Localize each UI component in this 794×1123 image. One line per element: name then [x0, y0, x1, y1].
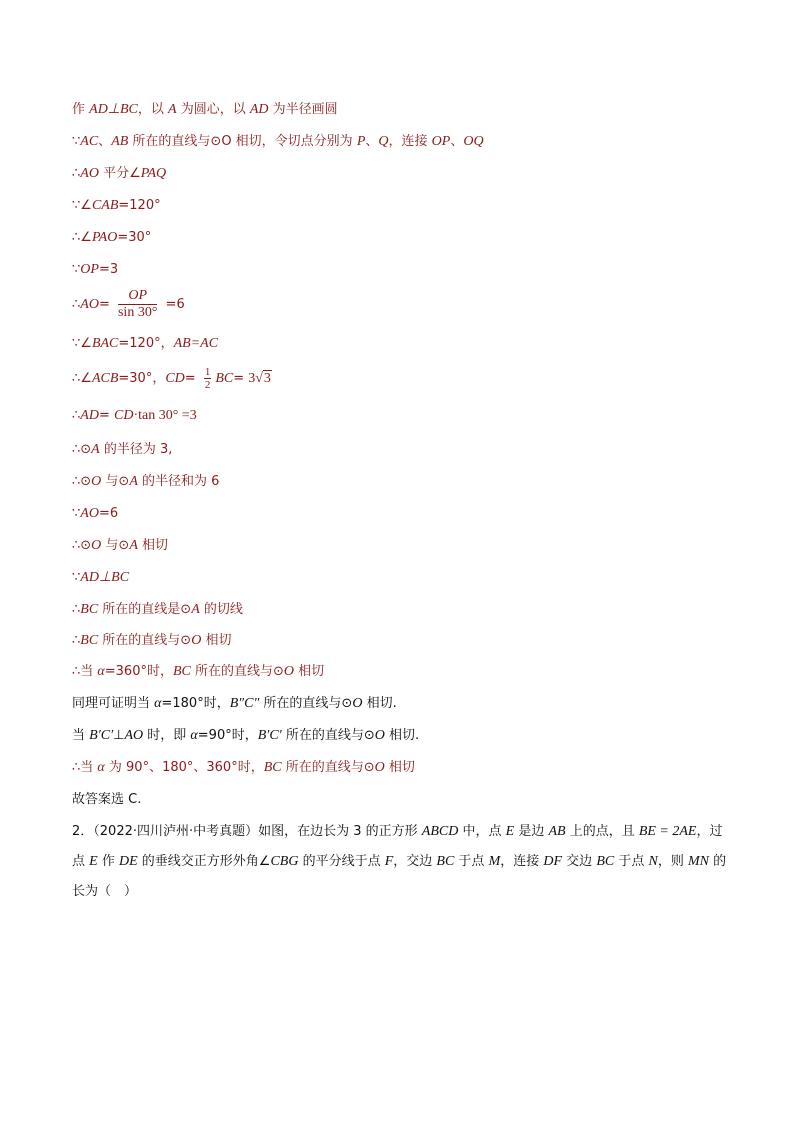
math: AC — [80, 134, 99, 149]
text: 于点 — [614, 854, 649, 869]
text: =6 — [98, 506, 119, 521]
text: =120°， — [118, 336, 174, 351]
text: 、 — [98, 134, 112, 149]
text: =30° — [117, 230, 152, 245]
text: 上的点，且 — [565, 824, 639, 839]
text: ∵ — [72, 570, 81, 585]
text: ∴当 — [72, 664, 98, 679]
text: 为圆心，以 — [176, 102, 250, 117]
math: AD — [80, 408, 99, 423]
text: ⊥ — [113, 728, 125, 743]
math: DE — [118, 854, 138, 869]
math: O — [91, 538, 102, 553]
text: = — [98, 408, 114, 423]
math: ·tan 30° =3 — [133, 408, 197, 423]
text: 作 — [72, 102, 90, 117]
text: 于点 — [454, 854, 489, 869]
text: 所在的直线与⊙O 相切，令切点分别为 — [128, 134, 357, 149]
text: =360°时， — [104, 664, 173, 679]
math: B′C′ — [257, 728, 282, 743]
math: A — [129, 538, 138, 553]
math: O — [283, 664, 295, 679]
text: 相切 — [201, 633, 232, 648]
math: P — [356, 134, 366, 149]
math: A — [91, 442, 100, 457]
text: 所在的直线是⊙ — [98, 602, 192, 617]
text: = — [184, 371, 200, 386]
math: OQ — [463, 134, 484, 149]
text: ∵∠ — [72, 198, 92, 213]
sqrt-sign: √ — [255, 371, 263, 386]
text: ∴当 — [72, 760, 98, 775]
math: AD⊥BC — [80, 570, 130, 585]
math: O — [374, 728, 385, 743]
denominator: 2 — [204, 379, 211, 391]
text: =120° — [118, 198, 161, 213]
math: AD — [249, 102, 269, 117]
math: Q — [378, 134, 389, 149]
math: E — [505, 824, 515, 839]
text: 2．（2022·四川泸州·中考真题）如图，在边长为 3 的正方形 — [72, 824, 422, 839]
text: =180°时， — [161, 696, 230, 711]
solution-line-4 — [72, 197, 161, 215]
text: ∴⊙ — [72, 474, 92, 489]
solution-line-14 — [72, 537, 168, 555]
math: ABCD — [421, 824, 459, 839]
text: =3 — [98, 262, 119, 277]
math: BC — [263, 760, 282, 775]
math: OP — [431, 134, 451, 149]
math: A — [129, 474, 138, 489]
text: 、 — [450, 134, 464, 149]
text: 所在的直线与⊙ — [259, 696, 353, 711]
text: 为 90°、180°、360°时， — [104, 760, 264, 775]
text: =6 — [161, 297, 185, 312]
math: BE = 2AE — [638, 824, 697, 839]
solution-line-7 — [72, 288, 185, 321]
text: 为半径画圆 — [268, 102, 338, 117]
text: ∴⊙ — [72, 538, 92, 553]
fraction — [118, 288, 157, 321]
text: ，则 — [657, 854, 688, 869]
text: ，过点 — [72, 824, 723, 869]
solution-line-21 — [72, 759, 415, 777]
text: 与⊙ — [101, 538, 130, 553]
math: BC — [215, 371, 234, 386]
text: 的半径和为 6 — [137, 474, 220, 489]
text: =30°， — [118, 371, 166, 386]
math: A — [168, 102, 177, 117]
text: 所在的直线与⊙ — [98, 633, 192, 648]
text: ∵ — [72, 262, 81, 277]
numerator: OP — [118, 288, 157, 305]
math: O — [352, 696, 363, 711]
math: F — [384, 854, 394, 869]
text: 所在的直线与⊙ — [190, 664, 284, 679]
text: ∵ — [72, 134, 81, 149]
text: 时，即 — [143, 728, 191, 743]
text: ∴⊙ — [72, 442, 92, 457]
math: OP — [80, 262, 99, 277]
text: 相切 — [294, 664, 325, 679]
text: 相切. — [384, 728, 420, 743]
fraction — [204, 366, 212, 391]
text: 中，点 — [458, 824, 506, 839]
math: B″C″ — [229, 696, 260, 711]
math: BC — [172, 664, 191, 679]
solution-line-15 — [72, 569, 129, 587]
math: AO — [124, 728, 144, 743]
solution-line-16 — [72, 601, 243, 619]
math: A — [191, 602, 200, 617]
solution-line-11 — [72, 441, 172, 459]
denominator: sin 30° — [117, 305, 158, 320]
text: ∴∠ — [72, 230, 92, 245]
math: AB — [111, 134, 129, 149]
math: ACB — [91, 371, 119, 386]
math: α — [190, 728, 198, 743]
solution-line-5 — [72, 229, 151, 247]
text: = — [233, 371, 249, 386]
text: 的长为（ ） — [72, 854, 727, 899]
math: α — [154, 696, 162, 711]
text: ∴ — [72, 602, 81, 617]
math: O — [91, 474, 102, 489]
text: 是边 — [514, 824, 549, 839]
text: 所在的直线与⊙ — [281, 760, 375, 775]
math: AD⊥BC — [89, 102, 138, 117]
math: PAQ — [140, 166, 167, 181]
math: BC — [80, 602, 99, 617]
text: = — [98, 297, 114, 312]
text: 的平分线于点 — [298, 854, 385, 869]
math: DF — [543, 854, 563, 869]
math: BAC — [91, 336, 119, 351]
text: 的半径为 3, — [99, 442, 173, 457]
text: ，以 — [137, 102, 169, 117]
math: CAB — [91, 198, 119, 213]
math: O — [374, 760, 385, 775]
math: M — [488, 854, 501, 869]
solution-line-17 — [72, 632, 231, 650]
text: ∴∠ — [72, 371, 92, 386]
math: N — [648, 854, 658, 869]
text: ∵∠ — [72, 336, 92, 351]
solution-line-20 — [72, 727, 419, 745]
solution-line-12 — [72, 473, 219, 491]
solution-line-1 — [72, 101, 338, 119]
solution-line-19 — [72, 695, 397, 713]
solution-line-9 — [72, 366, 272, 391]
text: ，连接 — [500, 854, 544, 869]
text: 、 — [365, 134, 379, 149]
text: 同理可证明当 — [72, 696, 155, 711]
text: ∴ — [72, 633, 81, 648]
text: ∴ — [72, 166, 81, 181]
math: B′C′ — [89, 728, 114, 743]
math: AB — [548, 824, 566, 839]
math: BC — [436, 854, 455, 869]
text: 作 — [97, 854, 119, 869]
math: AO — [80, 166, 99, 181]
solution-line-6 — [72, 261, 118, 279]
math: AB=AC — [173, 336, 219, 351]
math: BC — [596, 854, 615, 869]
math: AO — [80, 297, 99, 312]
math: AO — [80, 506, 99, 521]
text: 故答案选 C. — [72, 792, 142, 807]
text: 当 — [72, 728, 90, 743]
text: 相切 — [137, 538, 169, 553]
radicand: 3 — [263, 371, 271, 386]
text: 的垂线交正方形外角∠ — [137, 854, 271, 869]
sqrt — [263, 370, 272, 388]
math: BC — [80, 633, 99, 648]
math: PAO — [91, 230, 118, 245]
text: =90°时， — [197, 728, 258, 743]
text: 所在的直线与⊙ — [281, 728, 375, 743]
math: O — [191, 633, 202, 648]
text: 交边 — [562, 854, 597, 869]
math: MN — [687, 854, 709, 869]
text: 与⊙ — [101, 474, 130, 489]
solution-line-3 — [72, 165, 166, 183]
text: ，连接 — [388, 134, 432, 149]
math: CD — [113, 408, 134, 423]
math: CBG — [270, 854, 299, 869]
text: 的切线 — [199, 602, 243, 617]
solution-line-18 — [72, 663, 324, 681]
math: α — [97, 760, 105, 775]
math: CD — [165, 371, 185, 386]
solution-line-22 — [72, 791, 141, 809]
text: ，交边 — [393, 854, 437, 869]
text: 平分∠ — [98, 166, 141, 181]
math: 3 — [248, 371, 256, 386]
math: E — [89, 854, 98, 869]
solution-line-2 — [72, 133, 484, 151]
solution-line-10 — [72, 407, 197, 425]
numerator: 1 — [204, 366, 211, 378]
solution-line-8 — [72, 335, 218, 353]
question-2 — [72, 817, 732, 907]
text: 相切. — [362, 696, 397, 711]
text: ∴ — [72, 408, 81, 423]
text: ∵ — [72, 506, 81, 521]
math: α — [97, 664, 105, 679]
text: ∴ — [72, 297, 81, 312]
text: 相切 — [384, 760, 415, 775]
solution-line-13 — [72, 505, 118, 523]
